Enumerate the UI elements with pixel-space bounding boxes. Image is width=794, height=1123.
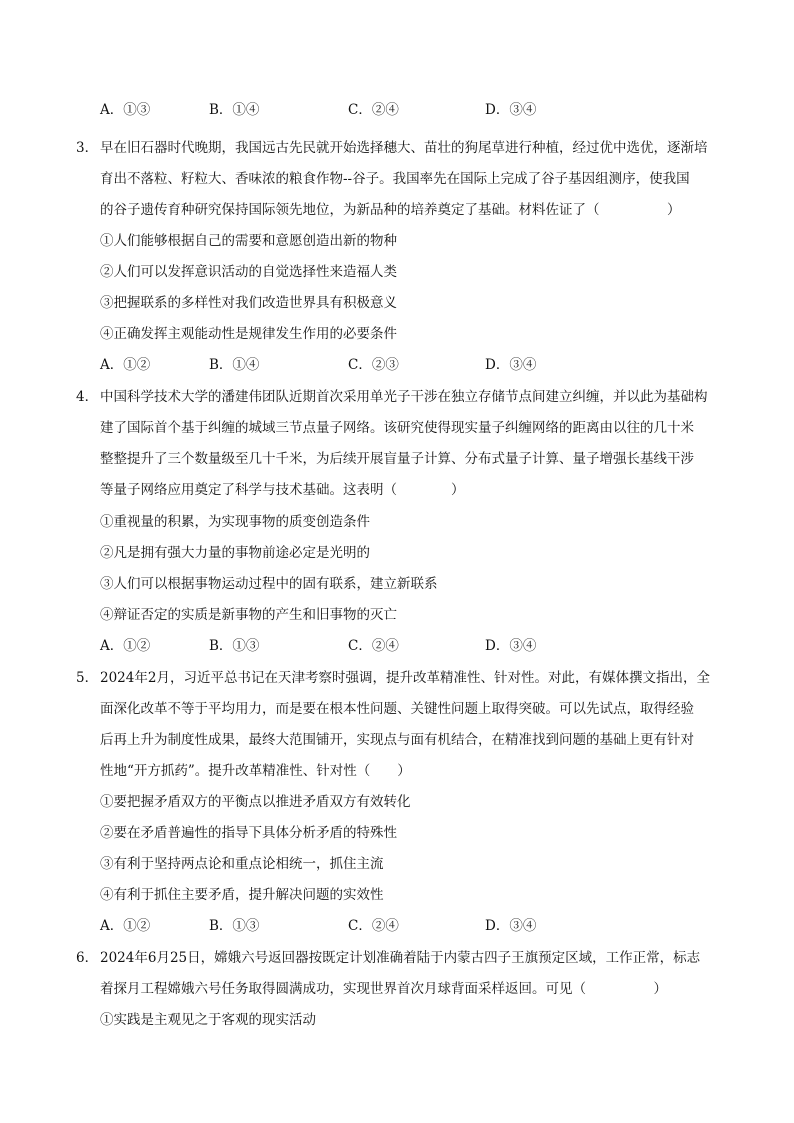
question-stem-line: 等量子网络应用奠定了科学与技术基础。这表明（ ）	[100, 482, 465, 498]
choice-c: C．②④	[348, 102, 399, 118]
answer-choices	[100, 356, 560, 374]
question-stem-line: 早在旧石器时代晚期，我国远古先民就开始选择穗大、苗壮的狗尾草进行种植，经过优中选优，逐渐培	[100, 140, 708, 156]
question-stem-line: 后再上升为制度性成果，最终大范围铺开，实现点与面有机结合，在精准找到问题的基础上更有针对	[100, 732, 694, 748]
statement-3: ③把握联系的多样性对我们改造世界具有积极意义	[100, 295, 397, 311]
question-stem-line: 2024年2月，习近平总书记在天津考察时强调，提升改革精准性、针对性。对此，有媒体撰文指出，全	[100, 670, 710, 686]
choice-b: B．①④	[209, 357, 260, 373]
statement-2: ②凡是拥有强大力量的事物前途必定是光明的	[100, 545, 370, 561]
question-number: 4．	[76, 389, 99, 405]
choice-a: A．①③	[100, 102, 151, 118]
choice-c: C．②③	[348, 357, 399, 373]
choice-c: C．②④	[348, 638, 399, 654]
answer-choices	[100, 917, 560, 935]
question-stem-line: 着探月工程嫦娥六号任务取得圆满成功，实现世界首次月球背面采样返回。可见（ ）	[100, 981, 667, 997]
choice-d: D．③④	[485, 102, 537, 118]
statement-4: ④有利于抓住主要矛盾，提升解决问题的实效性	[100, 887, 384, 903]
question-stem-line: 育出不落粒、籽粒大、香味浓的粮食作物--谷子。我国率先在国际上完成了谷子基因组测序，使我国	[100, 171, 690, 187]
choice-a: A．①②	[100, 638, 151, 654]
answer-choices	[100, 637, 560, 655]
question-number: 6．	[76, 950, 99, 966]
question-stem-line: 性地“开方抓药”。提升改革精准性、针对性（ ）	[100, 763, 411, 779]
statement-3: ③有利于坚持两点论和重点论相统一，抓住主流	[100, 856, 384, 872]
statement-3: ③人们可以根据事物运动过程中的固有联系，建立新联系	[100, 576, 438, 592]
question-stem-line: 面深化改革不等于平均用力，而是要在根本性问题、关键性问题上取得突破。可以先试点，取得经验	[100, 701, 694, 717]
choice-d: D．③④	[485, 357, 537, 373]
statement-2: ②人们可以发挥意识活动的自觉选择性来造福人类	[100, 264, 397, 280]
question-stem-line: 建了国际首个基于纠缠的城域三节点量子网络。该研究使得现实量子纠缠网络的距离由以往的几十米	[100, 420, 694, 436]
question-stem-line: 2024年6月25日，嫦娥六号返回器按既定计划准确着陆于内蒙古四子王旗预定区域，工作正常，标志	[100, 950, 701, 966]
choice-d: D．③④	[485, 638, 537, 654]
question-number: 3．	[76, 140, 99, 156]
statement-4: ④正确发挥主观能动性是规律发生作用的必要条件	[100, 326, 397, 342]
statement-4: ④辩证否定的实质是新事物的产生和旧事物的灭亡	[100, 607, 397, 623]
question-stem-line: 中国科学技术大学的潘建伟团队近期首次采用单光子干涉在独立存储节点间建立纠缠，并以此为基础构	[100, 389, 708, 405]
choice-c: C．②④	[348, 918, 399, 934]
choice-d: D．③④	[485, 918, 537, 934]
choice-a: A．①②	[100, 357, 151, 373]
choice-a: A．①②	[100, 918, 151, 934]
statement-1: ①重视量的积累，为实现事物的质变创造条件	[100, 514, 370, 530]
question-stem-line: 的谷子遗传育种研究保持国际领先地位，为新品种的培养奠定了基础。材料佐证了（ ）	[100, 202, 681, 218]
question-stem-line: 整整提升了三个数量级至几十千米，为后续开展盲量子计算、分布式量子计算、量子增强长基线干涉	[100, 451, 694, 467]
statement-1: ①要把握矛盾双方的平衡点以推进矛盾双方有效转化	[100, 794, 411, 810]
question-number: 5．	[76, 670, 99, 686]
choice-b: B．①③	[209, 638, 260, 654]
choice-b: B．①④	[209, 102, 260, 118]
statement-1: ①实践是主观见之于客观的现实活动	[100, 1012, 316, 1028]
statement-1: ①人们能够根据自己的需要和意愿创造出新的物种	[100, 233, 397, 249]
choice-b: B．①③	[209, 918, 260, 934]
statement-2: ②要在矛盾普遍性的指导下具体分析矛盾的特殊性	[100, 825, 397, 841]
answer-choices-q2	[100, 101, 560, 119]
